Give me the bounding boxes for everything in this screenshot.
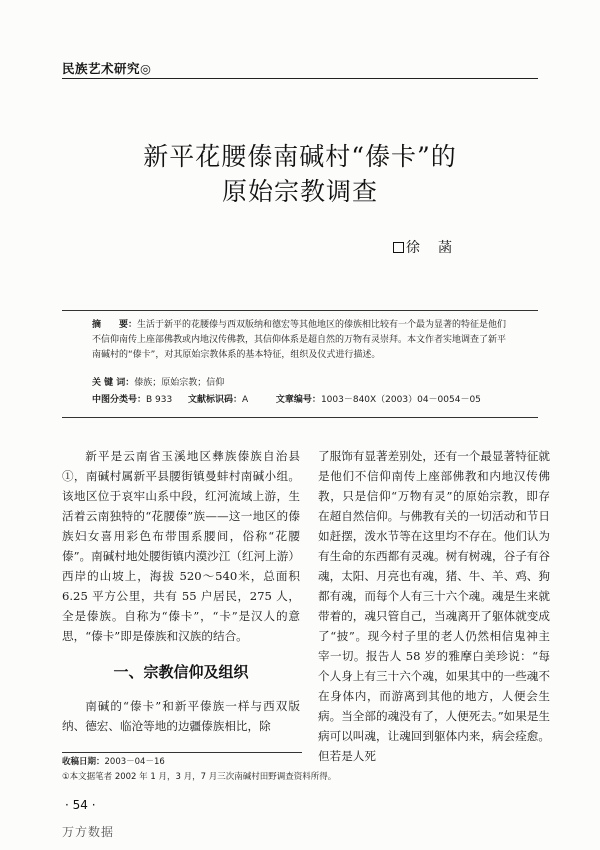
abstract-bottom-rule <box>62 417 538 418</box>
clc-label: 中图分类号： <box>92 395 147 405</box>
keywords-label: 关 键 词： <box>92 378 135 388</box>
abstract-block <box>92 318 512 363</box>
keywords-text: 傣族；原始宗教；信仰 <box>134 378 225 388</box>
doc-code-label: 文献标识码： <box>187 395 242 405</box>
footnote-1: ①本文据笔者 2002 年 1 月，3 月，7 月三次南碱村田野调查资料所得。 <box>62 772 337 782</box>
article-title-line-2: 原始宗教调查 <box>221 177 378 206</box>
author-name: 徐 菡 <box>406 240 454 256</box>
body-right-column <box>318 446 550 766</box>
watermark: 万方数据 <box>62 825 115 839</box>
article-title-line-1: 新平花腰傣南碱村“傣卡”的 <box>143 142 457 171</box>
body-paragraph: 南碱的“傣卡”和新平傣族一样与西双版纳、德宏、临沧等地的边疆傣族相比，除 <box>62 699 300 733</box>
abstract-label: 摘 要： <box>92 320 138 330</box>
body-paragraph: 新平是云南省玉溪地区彝族傣族自治县①，南碱村属新平县腰街镇曼蚌村南碱小组。该地区位于哀牢山系中段，红河流域上游，生活着云南独特的“花腰傣”族——这一地区的傣族妇女喜用彩色布带围系腰间，俗称“花腰傣”。南碱村地处腰街镇内漠沙江（红河上游）西岸的山坡上，海拔 520～540米，总面积 6.25 平方公里，共有 55 户居民，275 人，全是傣族。自称为“傣卡”，“卡”是汉人的意思，“傣卡”即是傣族和汉族的结合。 <box>62 449 300 643</box>
classification-line <box>92 393 522 407</box>
body-paragraph: 了服饰有显著差别处，还有一个最显著特征就是他们不信仰南传上座部佛教和内地汉传佛教，只是信仰“万物有灵”的原始宗教，即存在超自然信仰。与佛教有关的一切活动和节日如赶摆，泼水节等在这里均不存在。他们认为有生命的东西都有灵魂。树有树魂，谷子有谷魂，太阳、月亮也有魂，猪、牛、羊、鸡、狗都有魂，而每个人有三十六个魂。魂是生来就带着的，魂只管自己，当魂离开了躯体就变成了“披”。现今村子里的老人仍然相信鬼神主宰一切。报告人 58 岁的雅摩白美珍说：“每个人身上有三十六个魂，如果其中的一些魂不在身体内，而游离到其他的地方，人便会生病。当全部的魂没有了，人便死去。”如果是生病可以叫魂，让魂回到躯体内来，病会痊愈。但若是人死 <box>318 449 551 763</box>
received-label: 收稿日期： <box>62 757 105 767</box>
clc-value: B 933 <box>146 395 173 405</box>
running-head: 民族艺术研究◎ <box>62 61 152 76</box>
keywords-line <box>92 376 522 390</box>
abstract-text: 生活于新平的花腰傣与西双版纳和德宏等其他地区的傣族相比较有一个最为显著的特征是他们不信仰南传上座部佛教或内地汉传佛教，其信仰体系是超自然的万物有灵崇拜。本文作者实地调查了新平南碱村的“傣卡”，对其原始宗教体系的基本特征，组织及仪式进行描述。 <box>92 320 507 360</box>
doc-code-value: A <box>242 395 249 405</box>
article-number-label: 文章编号： <box>275 395 321 405</box>
received-date-note <box>62 756 165 769</box>
abstract-top-rule <box>62 310 538 311</box>
page-number: · 54 · <box>65 798 96 812</box>
section-heading: 一、宗教信仰及组织 <box>113 663 249 681</box>
received-date: 2003－04－16 <box>104 757 165 767</box>
article-number-value: 1003－840X（2003）04－0054－05 <box>320 395 481 405</box>
header-rule <box>62 78 538 79</box>
abstract-paragraph <box>92 318 512 363</box>
author-box-icon <box>393 242 404 253</box>
body-left-column <box>62 446 300 736</box>
author-byline <box>393 237 454 257</box>
footnote-rule <box>62 752 302 753</box>
